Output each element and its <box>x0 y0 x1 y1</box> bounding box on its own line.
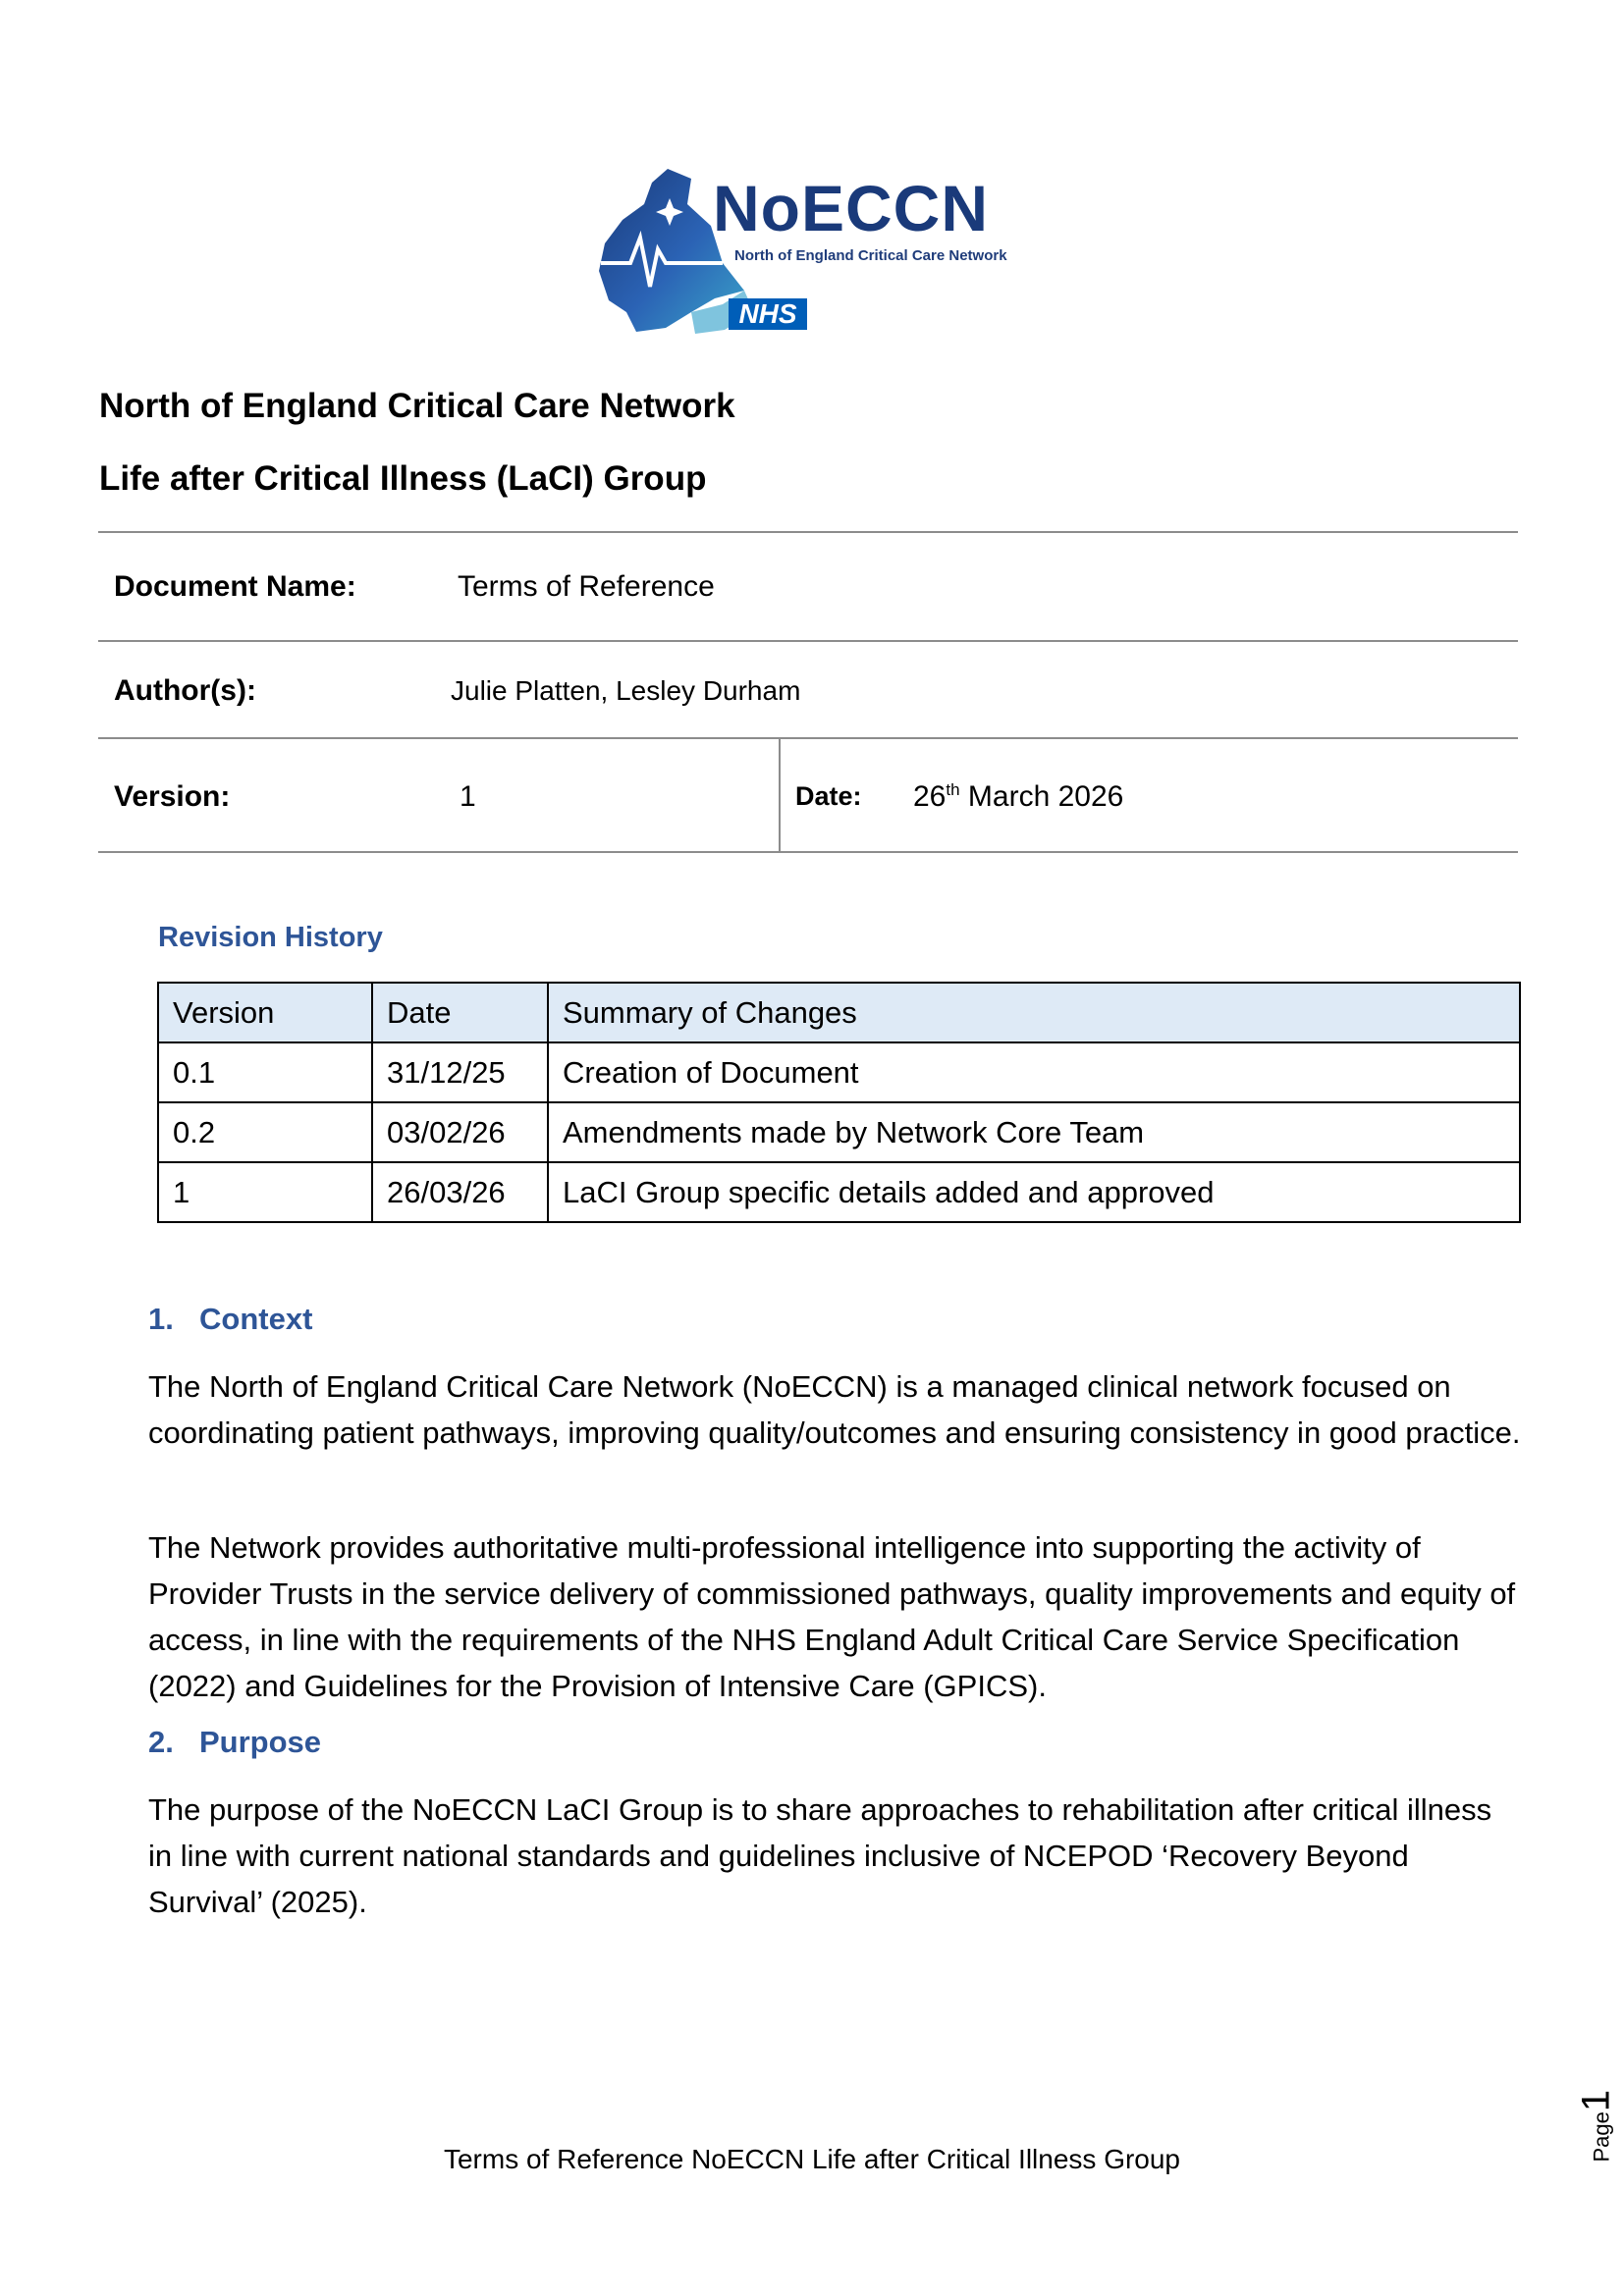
document-name-value: Terms of Reference <box>458 570 715 603</box>
cell-summary: LaCI Group specific details added and approved <box>548 1162 1520 1222</box>
table-row <box>158 1162 1520 1222</box>
page-subtitle: Life after Critical Illness (LaCI) Group <box>99 459 707 498</box>
cell-summary: Creation of Document <box>548 1042 1520 1102</box>
logo-subtitle: North of England Critical Care Network <box>734 247 1007 264</box>
page-label: Page <box>1589 2111 1614 2163</box>
cell-version: 0.2 <box>158 1102 372 1162</box>
nhs-badge: NHS <box>729 298 807 330</box>
version-label: Version: <box>114 780 231 813</box>
cell-date: 03/02/26 <box>372 1102 548 1162</box>
logo-wordmark: NoECCN <box>713 172 989 244</box>
meta-vertical-divider <box>779 739 781 852</box>
section-title: Context <box>199 1302 313 1336</box>
meta-divider <box>98 640 1518 642</box>
page-number <box>1565 2052 1618 2163</box>
table-row <box>158 1102 1520 1162</box>
section-title: Purpose <box>199 1725 322 1759</box>
date-suffix: th <box>946 780 960 799</box>
cell-version: 0.1 <box>158 1042 372 1102</box>
date-rest: March 2026 <box>959 780 1124 813</box>
meta-divider <box>98 531 1518 533</box>
paragraph: The Network provides authoritative multi-professional intelligence into supporting the activity of Provider Trusts in the service delivery of commissioned pathways, quality improvements and equity of access, in line with the requirements of the NHS England Adult Critical Care Service Specification (2022) and Guidelines for the Provision of Intensive Care (GPICS). <box>148 1530 1516 1703</box>
date-value <box>913 780 1123 814</box>
page-number-value: 1 <box>1574 2089 1618 2112</box>
cell-date: 31/12/25 <box>372 1042 548 1102</box>
version-value: 1 <box>460 780 476 813</box>
table-row <box>158 1042 1520 1102</box>
table-header-row <box>158 983 1520 1042</box>
cell-version: 1 <box>158 1162 372 1222</box>
authors-label: Author(s): <box>114 674 256 707</box>
paragraph: The North of England Critical Care Network (NoECCN) is a managed clinical network focused on coordinating patient pathways, improving quality/outcomes and ensuring consistency in good practice. <box>148 1369 1521 1450</box>
revision-history-title: Revision History <box>158 922 383 953</box>
section-heading-purpose <box>148 1725 321 1760</box>
authors-value: Julie Platten, Lesley Durham <box>451 675 801 706</box>
column-header-version: Version <box>158 983 372 1042</box>
document-name-label: Document Name: <box>114 570 356 603</box>
cell-date: 26/03/26 <box>372 1162 548 1222</box>
noeccn-logo <box>597 165 1029 338</box>
revision-history-table <box>157 982 1521 1223</box>
date-label: Date: <box>795 781 862 811</box>
date-day: 26 <box>913 780 947 813</box>
meta-divider <box>98 851 1518 853</box>
column-header-summary: Summary of Changes <box>548 983 1520 1042</box>
column-header-date: Date <box>372 983 548 1042</box>
paragraph: The purpose of the NoECCN LaCI Group is to share approaches to rehabilitation after critical illness in line with current national standards and guidelines inclusive of NCEPOD ‘Recovery Beyond Survival’ (2025). <box>148 1792 1492 1919</box>
cell-summary: Amendments made by Network Core Team <box>548 1102 1520 1162</box>
section-heading-context <box>148 1302 312 1337</box>
page-footer: Terms of Reference NoECCN Life after Critical Illness Group <box>443 2144 1181 2174</box>
page-title: North of England Critical Care Network <box>99 387 735 425</box>
meta-divider <box>98 737 1518 739</box>
section-number: 2. <box>148 1725 174 1759</box>
section-number: 1. <box>148 1302 174 1336</box>
